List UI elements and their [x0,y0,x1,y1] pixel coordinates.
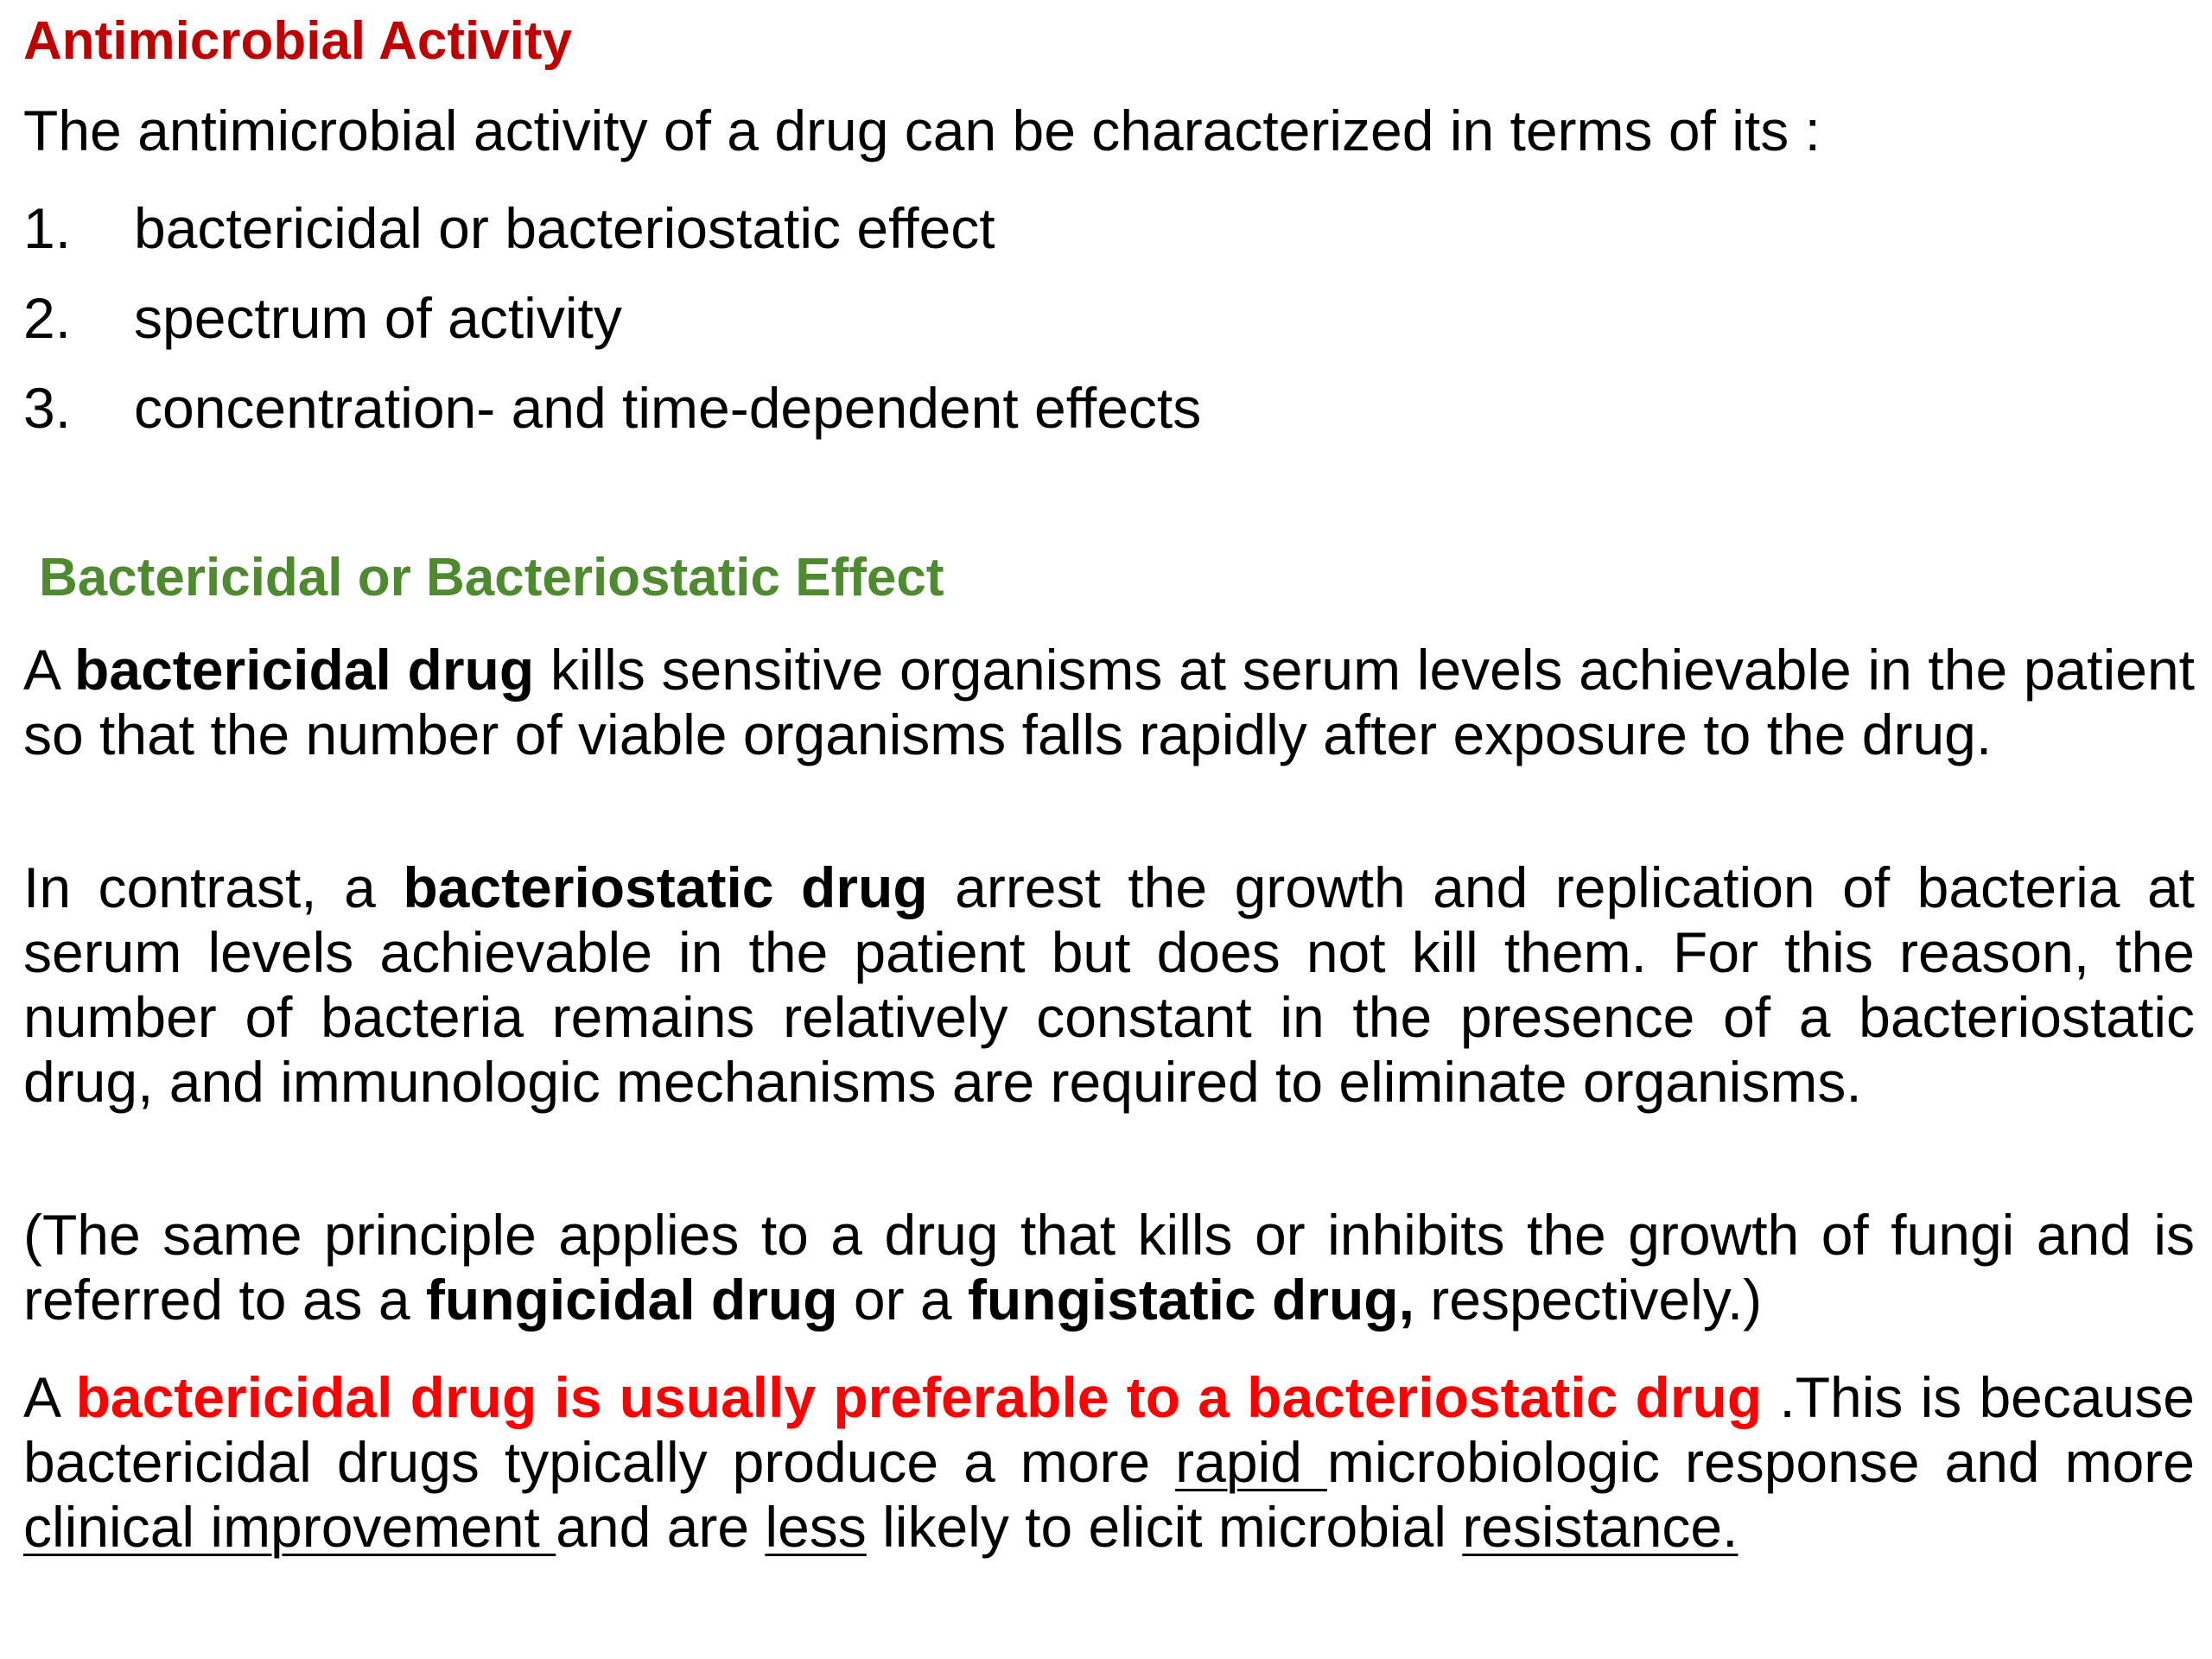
p2-body: arrest the growth and replication of bacteria at serum levels achievable in the patient but does not kill them. For this reason, the number of bacteria remains relatively constant in the presence of a bacteriostatic drug, and immunologic mechanisms are required to eliminate organisms. [23,855,2195,1114]
paragraph-bactericidal [23,638,2195,767]
p2-lead: In contrast, a [23,855,404,919]
list-item-number: 2. [23,286,72,350]
paragraph-bacteriostatic [23,855,2195,1115]
section-title: Bactericidal or Bacteriostatic Effect [39,548,944,607]
highlight-preference-statement: bactericidal drug is usually preferable to a bacteriostatic drug [75,1365,1763,1429]
list-item-text: concentration- and time-dependent effects [134,376,1202,440]
term-bacteriostatic-drug: bacteriostatic drug [403,855,928,919]
list-item-text: bactericidal or bacteriostatic effect [134,196,995,260]
list-item [23,363,1201,453]
p3-lead: (The same principle applies to a drug that kills or inhibits the growth of fungi and is referred to as a [23,1203,2195,1332]
p3-connector: or a [837,1268,968,1332]
term-fungistatic-drug: fungistatic drug, [967,1268,1414,1332]
p1-lead: A [23,638,75,702]
list-item-number: 1. [23,196,72,260]
underlined-clinical-improvement: clinical improvement [23,1495,556,1559]
list-item [23,273,1201,363]
term-fungicidal-drug: fungicidal drug [425,1268,838,1332]
p4-body-2: microbiologic response and more [1326,1430,2195,1494]
p4-body: .This is because bactericidal drugs typically produce a more [23,1365,2196,1494]
p4-body-3: and are [556,1495,766,1559]
list-item [23,183,1201,273]
p4-body-4: likely to elicit microbial [866,1495,1463,1559]
list-item-number: 3. [23,376,72,440]
underlined-rapid: rapid [1175,1430,1327,1494]
page-title: Antimicrobial Activity [23,11,573,71]
list-item-text: spectrum of activity [134,286,622,350]
characteristics-list [23,183,1201,453]
p4-lead: A [23,1365,76,1429]
underlined-resistance: resistance. [1462,1495,1738,1559]
paragraph-fungi [23,1203,2195,1332]
paragraph-preference [23,1365,2195,1560]
underlined-less: less [765,1495,867,1559]
term-bactericidal-drug: bactericidal drug [74,638,535,702]
intro-text: The antimicrobial activity of a drug can be characterized in terms of its : [23,99,1821,162]
p3-tail: respectively.) [1414,1268,1763,1332]
p1-body: kills sensitive organisms at serum levels achievable in the patient so that the number of viable organisms falls rapidly after exposure to the drug. [23,638,2196,766]
